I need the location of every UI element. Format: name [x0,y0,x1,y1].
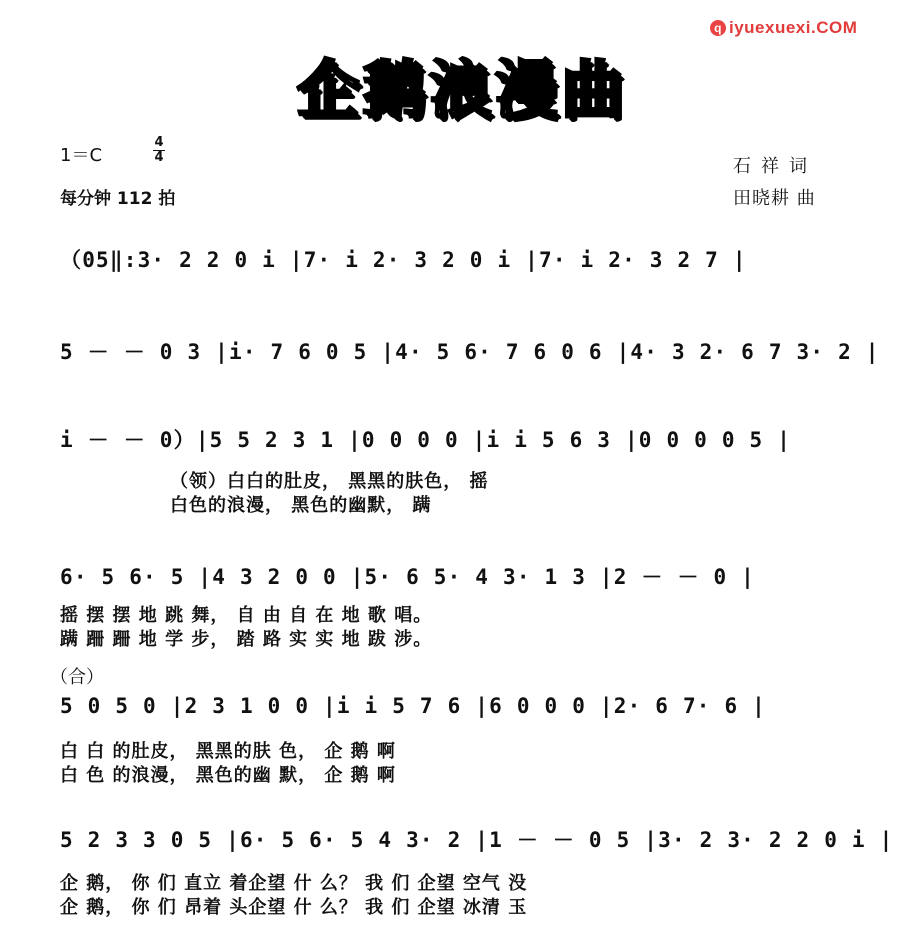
time-signature-top: 4 [154,135,164,150]
lyric-line-3a: （领）白白的肚皮， 黑黑的肤色， 摇 [170,471,489,492]
score-line-5: 5 0 5 0 |2 3 1 0 0 |i i 5 7 6 |6 0 0 0 |2· 6 7· 6 | [60,694,766,718]
lyric-line-5a: 白 白 的肚皮， 黑黑的肤 色， 企 鹅 啊 [60,741,396,762]
score-line-3: i － － 0）|5 5 2 3 1 |0 0 0 0 |i i 5 6 3 |0 0 0 0 5 | [60,428,792,452]
lyric-line-4a: 摇 摆 摆 地 跳 舞， 自 由 自 在 地 歌 唱。 [60,605,433,626]
composer-credit: 田晓耕 曲 [733,188,816,209]
score-line-6: 5 2 3 3 0 5 |6· 5 6· 5 4 3· 2 |1 － － 0 5 |3· 2 3· 2 2 0 i | [60,828,894,852]
time-signature [152,136,166,165]
song-title: 企鹅浪漫曲 [296,53,627,126]
score-line-2: 5 － － 0 3 |i· 7 6 0 5 |4· 5 6· 7 6 0 6 |4· 3 2· 6 7 3· 2 | [60,340,880,364]
time-signature-bottom: 4 [154,150,164,165]
watermark-text: iyuexuexi.COM [729,18,858,37]
chorus-mark: （合） [50,667,104,688]
tempo-marking: 每分钟 112 拍 [60,189,176,209]
score-line-1: （05‖:3· 2 2 0 i |7· i 2· 3 2 0 i |7· i 2· 3 2 7 | [60,248,747,272]
watermark-logo-icon: q [710,20,726,36]
site-watermark [710,18,857,38]
lyric-line-6a: 企 鹅， 你 们 直立 着企望 什 么？ 我 们 企望 空气 没 [60,873,528,894]
lyric-line-5b: 白 色 的浪漫， 黑色的幽 默， 企 鹅 啊 [60,765,396,786]
lyric-line-6b: 企 鹅， 你 们 昂着 头企望 什 么？ 我 们 企望 冰清 玉 [60,897,528,918]
lyric-line-4b: 蹒 跚 跚 地 学 步， 踏 路 实 实 地 跋 涉。 [60,629,433,650]
score-line-4: 6· 5 6· 5 |4 3 2 0 0 |5· 6 5· 4 3· 1 3 |2 － － 0 | [60,565,756,589]
lyric-line-3b: 白色的浪漫， 黑色的幽默， 蹒 [170,495,432,516]
lyricist-credit: 石祥词 [733,156,817,177]
key-signature: 1＝C [60,145,103,166]
